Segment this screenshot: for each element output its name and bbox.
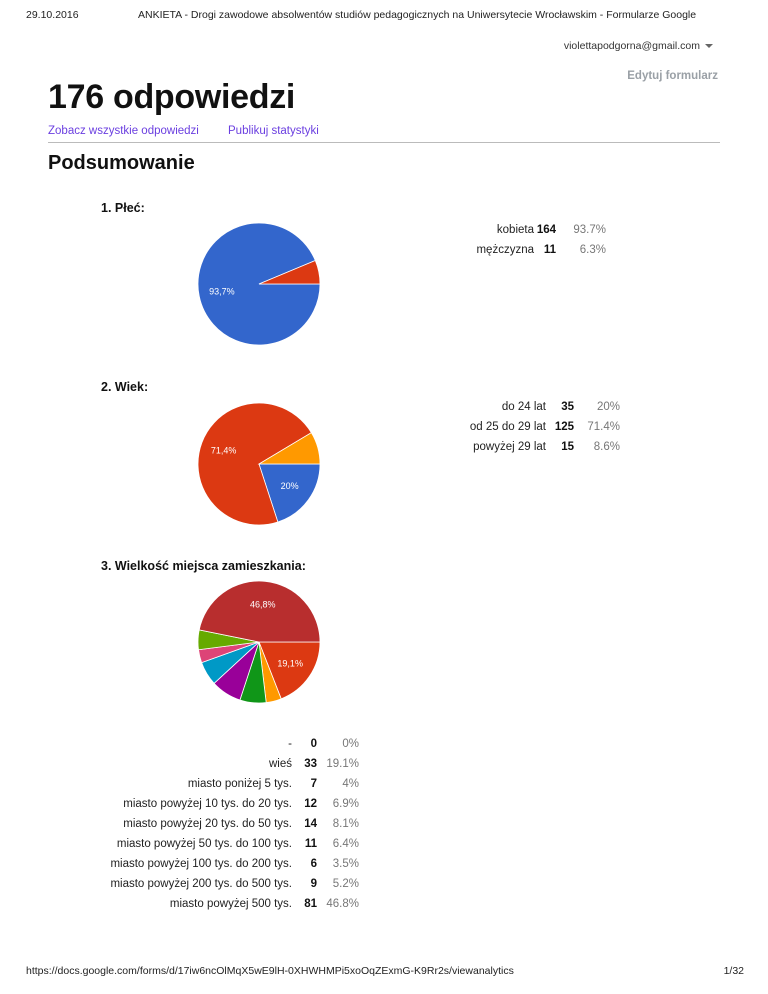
legend-place-size — [60, 734, 359, 914]
legend-count: 35 — [561, 401, 574, 413]
legend-label: miasto powyżej 500 tys. — [169, 898, 292, 910]
legend-percent: 20% — [596, 401, 620, 413]
legend-row — [60, 794, 359, 814]
footer-page-number: 1/32 — [723, 965, 744, 977]
legend-row — [460, 240, 606, 260]
legend-percent: 19.1% — [326, 758, 359, 770]
edit-form-button[interactable]: Edytuj formularz — [627, 70, 718, 82]
responses-count-title: 176 odpowiedzi — [48, 78, 296, 116]
legend-percent: 71.4% — [587, 421, 620, 433]
legend-label: miasto poniżej 5 tys. — [187, 778, 292, 790]
legend-row — [60, 754, 359, 774]
legend-label: miasto powyżej 50 tys. do 100 tys. — [116, 838, 292, 850]
legend-label: wieś — [268, 758, 292, 770]
question-1-title: 1. Płeć: — [101, 201, 145, 215]
legend-row — [450, 417, 620, 437]
legend-gender — [460, 220, 606, 260]
legend-percent: 8.6% — [593, 441, 620, 453]
pie-slice-label: 71,4% — [210, 445, 237, 456]
legend-percent: 93.7% — [573, 224, 606, 236]
legend-count: 125 — [554, 421, 574, 433]
legend-count: 164 — [536, 224, 556, 236]
legend-count: 33 — [304, 758, 317, 770]
legend-percent: 3.5% — [332, 858, 359, 870]
legend-percent: 6.4% — [332, 838, 359, 850]
legend-count: 14 — [304, 818, 317, 830]
print-date: 29.10.2016 — [26, 9, 79, 21]
question-3-title: 3. Wielkość miejsca zamieszkania: — [101, 559, 306, 573]
legend-count: 12 — [304, 798, 317, 810]
pie-slice-label: 20% — [280, 481, 299, 492]
legend-label: do 24 lat — [501, 401, 546, 413]
legend-row — [60, 734, 359, 754]
legend-percent: 6.9% — [332, 798, 359, 810]
legend-percent: 46.8% — [326, 898, 359, 910]
legend-count: 11 — [543, 244, 556, 256]
legend-label: mężczyzna — [476, 244, 534, 256]
legend-label: od 25 do 29 lat — [469, 421, 546, 433]
publish-statistics-link[interactable]: Publikuj statystyki — [228, 125, 319, 137]
legend-percent: 5.2% — [332, 878, 359, 890]
pie-chart-gender — [189, 228, 329, 352]
legend-row — [460, 220, 606, 240]
legend-percent: 4% — [342, 778, 359, 790]
legend-age — [450, 397, 620, 457]
view-all-responses-link[interactable]: Zobacz wszystkie odpowiedzi — [48, 125, 199, 137]
footer-url: https://docs.google.com/forms/d/17iw6ncOlMqX5wE9lH-0XHWHMPi5xoOqZExmG-K9Rr2s/viewanalytics — [26, 965, 514, 977]
pie-slice-label: 46,8% — [250, 599, 276, 610]
legend-label: miasto powyżej 100 tys. do 200 tys. — [110, 858, 292, 870]
legend-row — [450, 437, 620, 457]
legend-count: 15 — [561, 441, 574, 453]
legend-label: miasto powyżej 20 tys. do 50 tys. — [123, 818, 292, 830]
chevron-down-icon[interactable] — [705, 44, 713, 48]
legend-percent: 0% — [342, 738, 359, 750]
legend-row — [60, 874, 359, 894]
legend-row — [450, 397, 620, 417]
print-page-title: ANKIETA - Drogi zawodowe absolwentów studiów pedagogicznych na Uniwersytecie Wrocławskim - Formularze Google — [138, 9, 697, 21]
legend-percent: 8.1% — [332, 818, 359, 830]
pie-slice-label: 93,7% — [209, 286, 235, 297]
legend-row — [60, 854, 359, 874]
legend-count: 11 — [304, 838, 317, 850]
legend-label: - — [288, 738, 292, 750]
legend-count: 7 — [310, 778, 317, 790]
legend-label: miasto powyżej 10 tys. do 20 tys. — [123, 798, 292, 810]
legend-count: 81 — [304, 898, 317, 910]
pie-slice-8 — [199, 581, 320, 642]
pie-chart-age — [189, 404, 329, 528]
legend-row — [60, 814, 359, 834]
legend-row — [60, 834, 359, 854]
legend-percent: 6.3% — [579, 244, 606, 256]
account-email[interactable]: violettapodgorna@gmail.com — [563, 40, 700, 52]
legend-label: miasto powyżej 200 tys. do 500 tys. — [110, 878, 292, 890]
pie-slice-label: 19,1% — [277, 658, 303, 669]
divider — [48, 142, 720, 143]
legend-row — [60, 774, 359, 794]
legend-count: 0 — [310, 738, 317, 750]
legend-count: 9 — [310, 878, 317, 890]
question-2-title: 2. Wiek: — [101, 380, 149, 394]
legend-label: powyżej 29 lat — [473, 441, 546, 453]
legend-label: kobieta — [496, 224, 534, 236]
summary-heading: Podsumowanie — [48, 152, 195, 174]
legend-row — [60, 894, 359, 914]
legend-count: 6 — [310, 858, 317, 870]
pie-chart-place-size — [189, 584, 329, 708]
